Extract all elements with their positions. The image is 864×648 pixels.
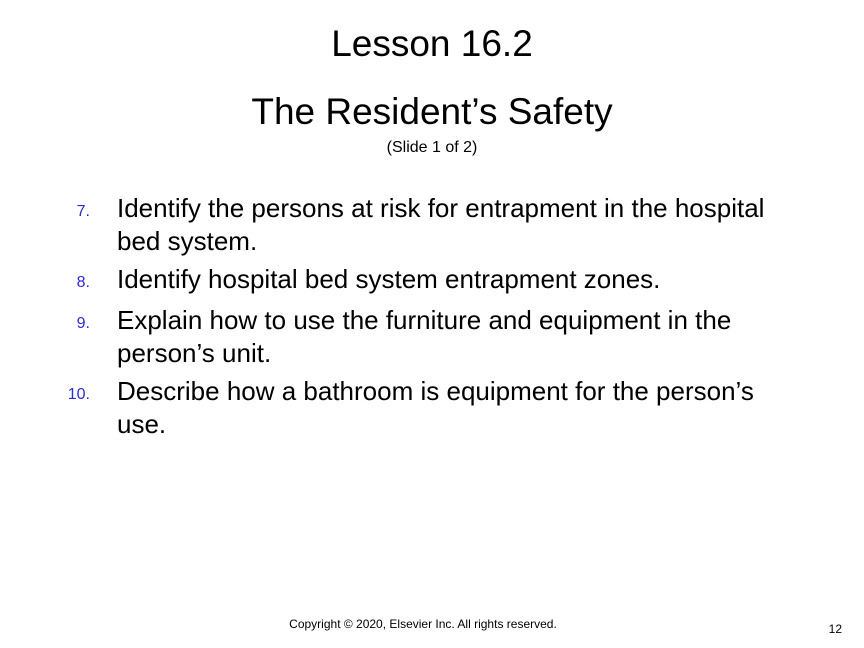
objective-text: Identify the persons at risk for entrapment in the hospital bed system.	[117, 193, 765, 256]
slide-count: (Slide 1 of 2)	[386, 139, 478, 156]
objective-item	[40, 375, 830, 441]
objective-number: 7.	[76, 203, 90, 220]
lesson-title: Lesson 16.2	[331, 23, 533, 64]
copyright-notice: Copyright © 2020, Elsevier Inc. All rights reserved.	[289, 617, 557, 631]
objective-text: Identify hospital bed system entrapment zones.	[117, 264, 661, 294]
objective-number: 10.	[67, 386, 90, 403]
objective-text: Explain how to use the furniture and equipment in the person’s unit.	[117, 305, 732, 368]
page-number: 12	[828, 622, 842, 636]
page-title: The Resident’s Safety	[251, 91, 613, 132]
objective-item	[40, 304, 830, 370]
objective-text: Describe how a bathroom is equipment for the person’s use.	[117, 376, 754, 439]
objective-number: 9.	[76, 315, 90, 332]
objectives-list	[40, 192, 830, 446]
objective-item	[40, 263, 830, 299]
objective-number: 8.	[76, 274, 90, 291]
objective-item	[40, 192, 830, 258]
